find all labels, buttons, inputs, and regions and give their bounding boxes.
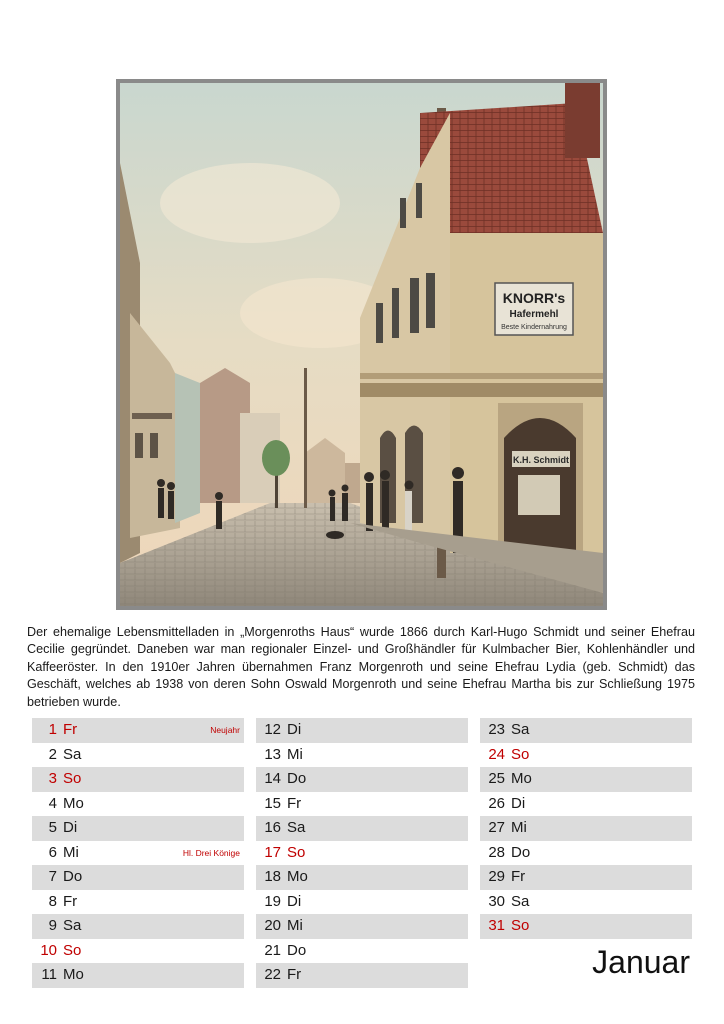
day-number: 20 bbox=[264, 917, 281, 934]
calendar-day bbox=[32, 718, 244, 743]
weekday: Fr bbox=[511, 868, 526, 885]
weekday: Do bbox=[511, 843, 531, 861]
weekday: Mo bbox=[511, 770, 532, 787]
day-number: 14 bbox=[264, 770, 281, 787]
calendar-day bbox=[256, 914, 468, 939]
weekday: Fr bbox=[63, 892, 78, 910]
weekday: Mo bbox=[63, 966, 84, 983]
weekday: So bbox=[511, 745, 530, 763]
photo-caption: Der ehemalige Lebensmittelladen in „Morgenroths Haus“ wurde 1866 durch Karl-Hugo Schmidt und seiner Ehefrau Cecilie gegründet. Daneben war man regionaler Einzel- und Großhändler für Kulmbacher Bier, Kohlenhändler und Kaffeeröster. In den 1910er Jahren übernahmen Franz Morgenroth und seine Ehefrau Lydia (geb. Schmidt) das Geschäft, welches ab 1938 von deren Sohn Oswald Morgenroth und seine Ehefrau Martha bis zur Schließung 1975 betrieben wurde. bbox=[27, 625, 695, 709]
weekday: Mi bbox=[63, 843, 79, 861]
weekday: Mo bbox=[287, 868, 308, 885]
calendar-column-3 bbox=[480, 718, 692, 939]
weekday: Sa bbox=[511, 892, 530, 910]
day-number: 30 bbox=[488, 892, 505, 910]
weekday: Mi bbox=[287, 917, 303, 934]
calendar-day bbox=[256, 743, 468, 768]
calendar-day bbox=[256, 816, 468, 841]
day-number: 17 bbox=[264, 843, 281, 861]
calendar-column-1 bbox=[32, 718, 244, 988]
weekday: Di bbox=[287, 721, 302, 738]
calendar-day bbox=[32, 865, 244, 890]
calendar-day bbox=[256, 718, 468, 743]
calendar-day bbox=[256, 963, 468, 988]
calendar-day bbox=[32, 743, 244, 768]
calendar-day bbox=[32, 841, 244, 866]
weekday: Sa bbox=[287, 819, 306, 836]
day-number: 9 bbox=[48, 917, 57, 934]
weekday: Fr bbox=[63, 721, 78, 738]
calendar-day bbox=[32, 816, 244, 841]
weekday: Mi bbox=[511, 819, 527, 836]
calendar-day bbox=[32, 963, 244, 988]
day-number: 15 bbox=[264, 794, 281, 812]
calendar-column-2 bbox=[256, 718, 468, 988]
calendar-day bbox=[32, 792, 244, 817]
weekday: Mi bbox=[287, 745, 303, 763]
day-number: 1 bbox=[48, 721, 57, 738]
calendar-day bbox=[256, 890, 468, 915]
weekday: Sa bbox=[63, 917, 82, 934]
day-number: 22 bbox=[264, 966, 281, 983]
day-number: 2 bbox=[48, 745, 57, 763]
day-number: 26 bbox=[488, 794, 505, 812]
day-number: 27 bbox=[488, 819, 505, 836]
day-number: 31 bbox=[488, 917, 505, 934]
calendar-day bbox=[32, 767, 244, 792]
weekday: Fr bbox=[287, 794, 302, 812]
weekday: Sa bbox=[511, 721, 530, 738]
calendar-day bbox=[32, 914, 244, 939]
weekday: Di bbox=[511, 794, 526, 812]
weekday: Do bbox=[287, 770, 307, 787]
calendar-day bbox=[32, 939, 244, 964]
day-number: 4 bbox=[48, 794, 57, 812]
weekday: So bbox=[511, 917, 530, 934]
street-scene-illustration bbox=[120, 83, 603, 606]
day-number: 5 bbox=[48, 819, 57, 836]
day-number: 12 bbox=[264, 721, 281, 738]
day-number: 10 bbox=[40, 941, 57, 959]
weekday: Di bbox=[63, 819, 78, 836]
day-number: 28 bbox=[488, 843, 505, 861]
weekday: So bbox=[63, 770, 82, 787]
calendar-day bbox=[480, 792, 692, 817]
weekday: Do bbox=[63, 868, 83, 885]
calendar-day bbox=[256, 939, 468, 964]
weekday: So bbox=[287, 843, 306, 861]
weekday: Fr bbox=[287, 966, 302, 983]
calendar-day bbox=[480, 914, 692, 939]
historic-street-photo bbox=[116, 79, 607, 610]
weekday: Mo bbox=[63, 794, 84, 812]
holiday-label: Neujahr bbox=[210, 725, 240, 735]
weekday: So bbox=[63, 941, 82, 959]
knorr-sign-line3: Beste Kindernahrung bbox=[501, 324, 567, 331]
calendar-day bbox=[256, 767, 468, 792]
calendar-day bbox=[480, 767, 692, 792]
day-number: 19 bbox=[264, 892, 281, 910]
calendar-day bbox=[480, 743, 692, 768]
day-number: 7 bbox=[48, 868, 57, 885]
calendar-day bbox=[256, 792, 468, 817]
calendar-day bbox=[32, 890, 244, 915]
day-number: 11 bbox=[41, 966, 57, 983]
day-number: 13 bbox=[264, 745, 281, 763]
knorr-sign-line2: Hafermehl bbox=[509, 309, 559, 320]
holiday-label: Hl. Drei Könige bbox=[182, 847, 240, 858]
day-number: 16 bbox=[264, 819, 281, 836]
month-title: Januar bbox=[592, 944, 690, 980]
day-number: 18 bbox=[264, 868, 281, 885]
weekday: Sa bbox=[63, 745, 82, 763]
day-number: 29 bbox=[488, 868, 505, 885]
weekday: Do bbox=[287, 941, 307, 959]
day-number: 25 bbox=[488, 770, 505, 787]
shop-sign: K.H. Schmidt bbox=[512, 455, 570, 465]
day-number: 23 bbox=[488, 721, 505, 738]
calendar-day bbox=[480, 816, 692, 841]
weekday: Di bbox=[287, 892, 302, 910]
day-number: 3 bbox=[48, 770, 57, 787]
day-number: 21 bbox=[264, 941, 281, 959]
knorr-sign-line1: KNORR's bbox=[502, 290, 566, 306]
calendar-day bbox=[480, 841, 692, 866]
day-number: 24 bbox=[488, 745, 505, 763]
calendar-day bbox=[480, 890, 692, 915]
calendar-day bbox=[256, 841, 468, 866]
day-number: 8 bbox=[48, 892, 57, 910]
calendar-day bbox=[256, 865, 468, 890]
calendar-day bbox=[480, 718, 692, 743]
day-number: 6 bbox=[48, 843, 57, 861]
calendar-day bbox=[480, 865, 692, 890]
